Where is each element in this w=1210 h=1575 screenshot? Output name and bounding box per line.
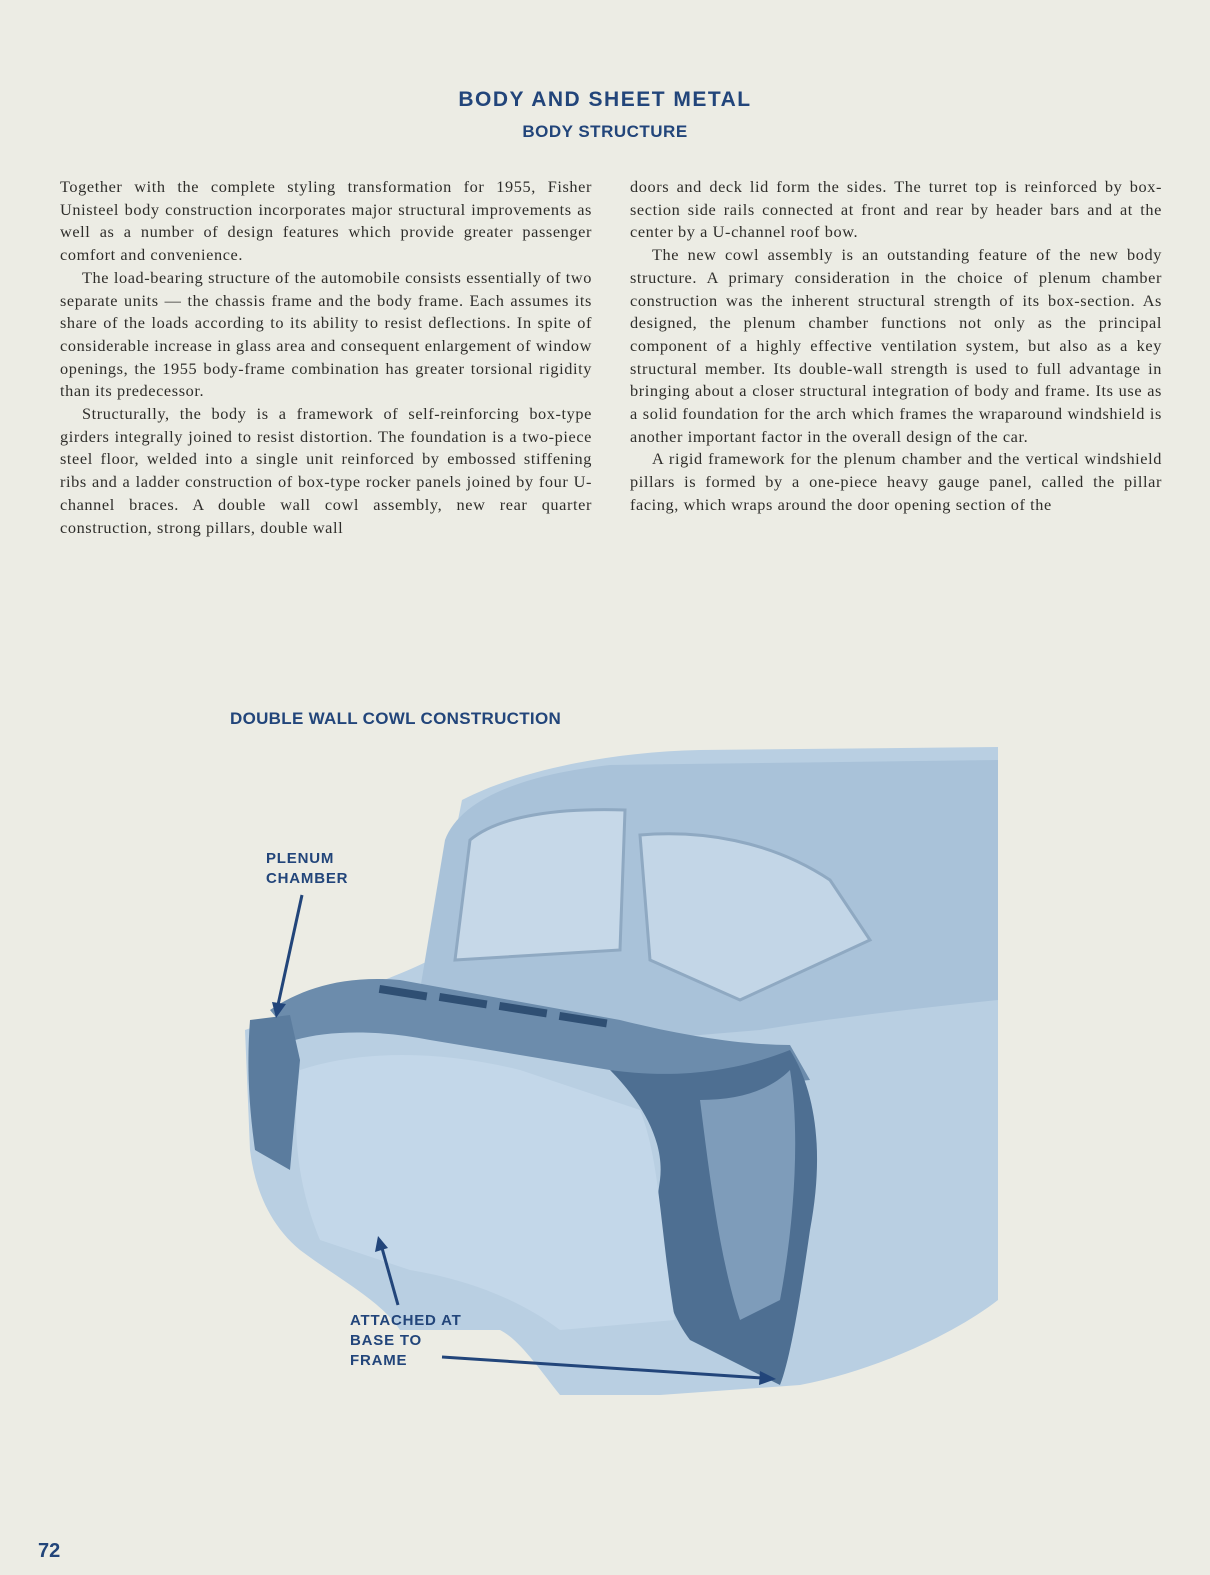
figure-title: DOUBLE WALL COWL CONSTRUCTION	[230, 709, 562, 728]
page-number: 72	[38, 1540, 61, 1562]
paragraph: Together with the complete styling transformation for 1955, Fisher Unisteel body construction incorporates major structural improvements as well as a number of design features which provide greater passenger comfort and convenience.	[60, 177, 592, 265]
section-title: BODY AND SHEET METAL	[458, 88, 752, 111]
paragraph: doors and deck lid form the sides. The turret top is reinforced by box-section side rails connected at front and rear by header bars and at the center by a U-channel roof bow.	[630, 177, 1162, 242]
windshield-glass	[455, 810, 625, 960]
plenum-leader-line	[278, 895, 302, 1005]
section-subtitle: BODY STRUCTURE	[522, 122, 688, 141]
paragraph: The load-bearing structure of the automobile consists essentially of two separate units — the chassis frame and the body frame. Each assumes its share of the loads according to its ability to resist deflections. In spite of considerable increase in glass area and consequent enlargement of window openings, the 1955 body-frame combination has greater torsional rigidity than its predecessor.	[60, 267, 592, 401]
callout-line: BASE TO	[350, 1332, 423, 1349]
plenum-callout	[266, 849, 348, 889]
callout-line: PLENUM	[266, 850, 335, 867]
callout-line: CHAMBER	[266, 870, 349, 887]
base-callout	[350, 1311, 462, 1371]
paragraph: The new cowl assembly is an outstanding feature of the new body structure. A primary consideration in the choice of plenum chamber construction was the inherent structural strength of its box-section. As designed, the plenum chamber functions not only as the principal component of a highly effective ventilation system, but also as a key structural member. Its double-wall strength is used to full advantage in bringing about a closer structural integration of body and frame. Its use as a solid foundation for the arch which frames the wraparound windshield is another important factor in the overall design of the car.	[630, 245, 1162, 446]
paragraph: A rigid framework for the plenum chamber and the vertical windshield pillars is formed by a one-piece heavy gauge panel, called the pillar facing, which wraps around the door opening section of the	[630, 449, 1162, 514]
callout-line: ATTACHED AT	[350, 1312, 462, 1329]
callout-line: FRAME	[350, 1352, 408, 1369]
paragraph: Structurally, the body is a framework of self-reinforcing box-type girders integrally joined to resist distortion. The foundation is a two-piece steel floor, welded into a single unit reinforced by embossed stiffening ribs and a ladder construction of box-type rocker panels joined by four U-channel braces. A double wall cowl assembly, new rear quarter construction, strong pillars, double wall	[60, 404, 592, 537]
